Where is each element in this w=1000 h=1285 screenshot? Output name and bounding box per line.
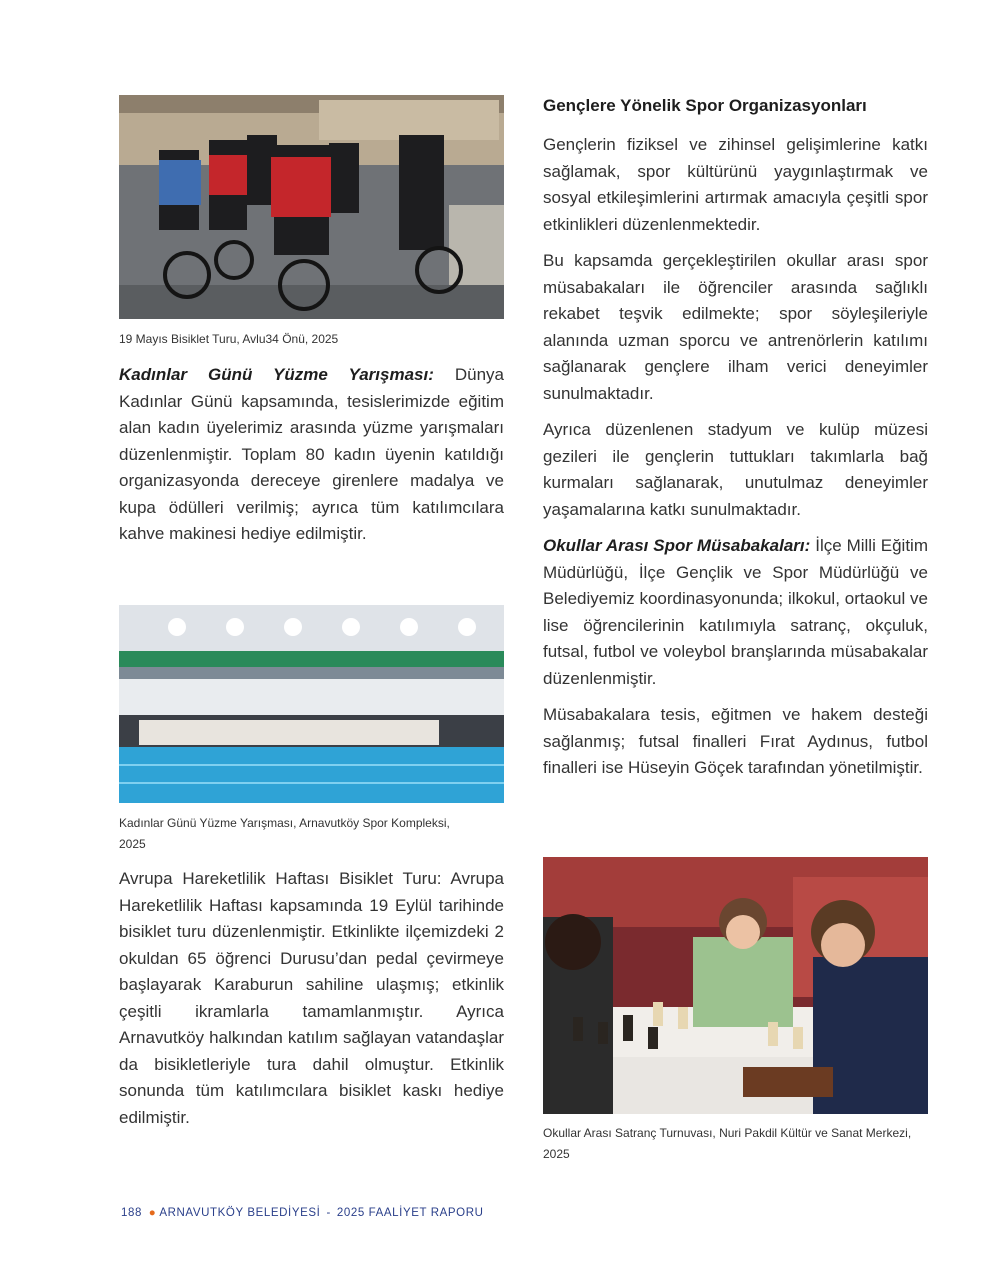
bicycle-tour-caption: 19 Mayıs Bisiklet Turu, Avlu34 Önü, 2025 (119, 332, 339, 346)
bicycle-tour-photo (119, 95, 504, 319)
right-column-text (543, 132, 928, 792)
mobility-week-paragraph: Avrupa Hareketlilik Haftası Bisiklet Turu: Avrupa Hareketlilik Haftası kapsamında 19 Eylül tarihinde bisiklet turu düzenlenmiştir. Etkinlikte ilçemizdeki 2 okuldan 65 öğrenci Durusu’dan pedal çevirmeye başlayarak Karaburun sahiline ulaşmış; etkinlik çeşitli ikramlarla tamamlanmıştır. Ayrıca Arnavutköy halkından katılım sağlayan vatandaşlar da bisikletleriyle tura dahil olmuştur. Etkinlik sonunda tüm katılımcılara bisiklet kaskı hediye edilmiştir. (119, 869, 504, 1127)
swimming-pool-caption: Kadınlar Günü Yüzme Yarışması, Arnavutköy Spor Kompleksi, 2025 (119, 816, 450, 851)
chess-tournament-caption: Okullar Arası Satranç Turnuvası, Nuri Pakdil Kültür ve Sanat Merkezi, 2025 (543, 1126, 912, 1161)
schools-sports-title: Okullar Arası Spor Müsabakaları: (543, 536, 811, 555)
bullet-dot-icon: ● (148, 1207, 157, 1219)
swim-competition-title: Kadınlar Günü Yüzme Yarışması: (119, 365, 434, 384)
swim-competition-paragraph (119, 362, 504, 548)
schools-sports-paragraph (543, 533, 928, 692)
youth-intro-paragraph: Gençlerin fiziksel ve zihinsel gelişimlerine katkı sağlamak, spor kültürünü yaygınlaştırmak ve sosyal etkileşimlerini artırmak amacıyla çeşitli spor etkinlikleri düzenlenmektedir. (543, 135, 928, 234)
footer-report-title: 2025 FAALİYET RAPORU (336, 1207, 484, 1219)
chess-tournament-photo (543, 857, 928, 1114)
footer-separator: - (326, 1207, 331, 1219)
stadium-visits-paragraph: Ayrıca düzenlenen stadyum ve kulüp müzesi gezileri ile gençlerin tuttukları takımlarla bağ kurmaları sağlanarak, unutulmaz deneyimler yaşamalarına katkı sunulmaktadır. (543, 420, 928, 519)
finals-paragraph: Müsabakalara tesis, eğitmen ve hakem desteği sağlanmış; futsal finalleri Fırat Aydınus, futbol finalleri ise Hüseyin Göçek tarafından yönetilmiştir. (543, 705, 928, 777)
school-competitions-paragraph: Bu kapsamda gerçekleştirilen okullar arası spor müsabakaları ile öğrenciler arasında sağlıklı rekabet teşvik edilmekte; spor söyleşileriyle alanında uzman sporcu ve antrenörlerin katılımı sağlanarak gençlere ilham verici deneyimler sunulmaktadır. (543, 251, 928, 403)
schools-sports-text: İlçe Milli Eğitim Müdürlüğü, İlçe Gençlik ve Spor Müdürlüğü ve Belediyemiz koordinasyonunda; ilkokul, ortaokul ve lise öğrencilerinin katılımıyla satranç, okçuluk, futsal, futbol ve voleybol branşlarında müsabakalar düzenlenmiştir. (543, 536, 928, 688)
swim-competition-text: Dünya Kadınlar Günü kapsamında, tesislerimizde eğitim alan kadın üyelerimiz arasında yüzme yarışmaları düzenlenmiştir. Toplam 80 kadın üyenin katıldığı organizasyonda dereceye girenlere madalya ve kupa ödülleri verilmiş; ayrıca tüm katılımcılara kahve makinesi hediye edilmiştir. (119, 365, 504, 543)
page-footer (121, 1207, 484, 1219)
swimming-pool-photo (119, 605, 504, 803)
footer-organization: ARNAVUTKÖY BELEDİYESİ (159, 1207, 321, 1219)
page-number: 188 (121, 1207, 142, 1219)
section-heading: Gençlere Yönelik Spor Organizasyonları (543, 96, 867, 115)
